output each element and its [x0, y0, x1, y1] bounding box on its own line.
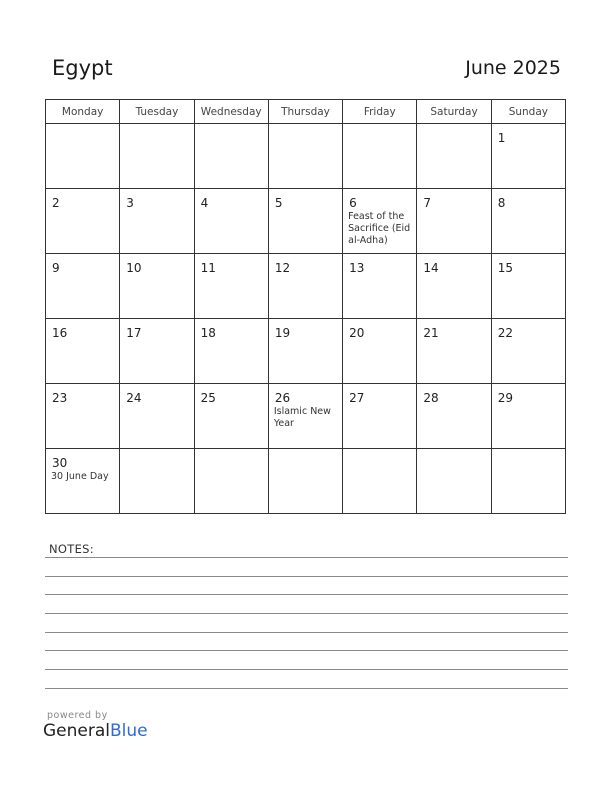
day-cell[interactable] — [268, 384, 342, 449]
day-cell[interactable] — [268, 254, 342, 319]
day-number: 17 — [126, 326, 142, 340]
notes-line — [45, 613, 568, 614]
day-cell[interactable] — [491, 189, 565, 254]
notes-line — [45, 576, 568, 577]
day-cell[interactable] — [491, 449, 565, 514]
day-number: 22 — [497, 326, 513, 340]
day-cell[interactable] — [268, 189, 342, 254]
day-number: 28 — [423, 391, 439, 405]
day-number — [269, 124, 342, 132]
day-number: 30 — [52, 456, 68, 470]
day-number: 6 — [349, 196, 357, 210]
day-cell[interactable] — [343, 254, 417, 319]
month-title: June 2025 — [465, 57, 561, 79]
day-number: 16 — [52, 326, 68, 340]
day-number: 11 — [200, 261, 216, 275]
weekday-sunday: Sunday — [491, 100, 565, 124]
day-cell[interactable] — [46, 124, 120, 189]
day-number — [343, 449, 416, 457]
week-row — [46, 189, 566, 254]
notes-label: NOTES: — [49, 542, 94, 556]
day-number: 10 — [126, 261, 142, 275]
day-number — [46, 124, 119, 132]
weekday-monday: Monday — [46, 100, 120, 124]
day-number — [417, 449, 490, 457]
day-number — [343, 124, 416, 132]
day-cell[interactable] — [417, 319, 491, 384]
day-number: 15 — [497, 261, 513, 275]
weekday-friday: Friday — [343, 100, 417, 124]
day-cell[interactable] — [46, 319, 120, 384]
weekday-saturday: Saturday — [417, 100, 491, 124]
day-cell[interactable] — [194, 124, 268, 189]
weekday-wednesday: Wednesday — [194, 100, 268, 124]
day-cell[interactable] — [343, 124, 417, 189]
day-cell[interactable] — [120, 124, 194, 189]
day-cell[interactable] — [120, 189, 194, 254]
day-cell[interactable] — [343, 189, 417, 254]
day-number: 23 — [52, 391, 68, 405]
day-cell[interactable] — [194, 189, 268, 254]
country-title: Egypt — [52, 56, 113, 80]
notes-line — [45, 688, 568, 689]
day-cell[interactable] — [194, 449, 268, 514]
day-cell[interactable] — [120, 319, 194, 384]
day-number: 26 — [274, 391, 291, 405]
holiday-event: Islamic New Year — [273, 406, 331, 429]
brand-general: General — [43, 721, 110, 741]
day-number: 13 — [349, 261, 365, 275]
calendar-grid — [45, 99, 566, 514]
day-number — [195, 124, 268, 132]
week-row — [46, 449, 566, 514]
week-row — [46, 384, 566, 449]
day-cell[interactable] — [343, 319, 417, 384]
day-cell[interactable] — [343, 449, 417, 514]
notes-line — [45, 650, 568, 651]
day-cell[interactable] — [268, 124, 342, 189]
week-row — [46, 319, 566, 384]
day-number: 18 — [200, 326, 216, 340]
day-number: 4 — [200, 196, 209, 210]
day-cell[interactable] — [46, 254, 120, 319]
day-number: 20 — [349, 326, 365, 340]
day-cell[interactable] — [268, 449, 342, 514]
holiday-event: 30 June Day — [51, 471, 109, 482]
brand-blue: Blue — [110, 721, 148, 741]
weekday-thursday: Thursday — [268, 100, 342, 124]
week-row — [46, 124, 566, 189]
day-number: 1 — [497, 131, 506, 145]
day-cell[interactable] — [120, 384, 194, 449]
day-cell[interactable] — [491, 319, 565, 384]
notes-line — [45, 632, 568, 633]
day-cell[interactable] — [417, 189, 491, 254]
notes-line — [45, 594, 568, 595]
day-cell[interactable] — [194, 254, 268, 319]
day-number — [269, 449, 342, 457]
day-number: 24 — [126, 391, 142, 405]
day-cell[interactable] — [491, 254, 565, 319]
holiday-event: Feast of the Sacrifice (Eid al-Adha) — [348, 211, 411, 246]
day-cell[interactable] — [120, 254, 194, 319]
day-cell[interactable] — [491, 384, 565, 449]
day-cell[interactable] — [343, 384, 417, 449]
day-number: 12 — [274, 261, 291, 275]
week-row — [46, 254, 566, 319]
day-number: 21 — [423, 326, 439, 340]
day-number — [417, 124, 490, 132]
weekday-tuesday: Tuesday — [120, 100, 194, 124]
day-cell[interactable] — [417, 449, 491, 514]
weekday-header-row — [46, 100, 566, 124]
day-cell[interactable] — [46, 384, 120, 449]
day-number: 14 — [423, 261, 439, 275]
day-cell[interactable] — [46, 449, 120, 514]
day-number: 19 — [274, 326, 291, 340]
day-number: 29 — [497, 391, 513, 405]
day-cell[interactable] — [417, 384, 491, 449]
day-number: 8 — [497, 196, 506, 210]
brand-logo[interactable] — [43, 721, 148, 741]
day-number — [120, 124, 193, 132]
day-cell[interactable] — [120, 449, 194, 514]
day-number — [120, 449, 193, 457]
day-cell[interactable] — [491, 124, 565, 189]
day-cell[interactable] — [46, 189, 120, 254]
day-number — [195, 449, 268, 457]
day-number: 27 — [349, 391, 365, 405]
day-number: 7 — [423, 196, 432, 210]
day-cell[interactable] — [417, 254, 491, 319]
day-number: 9 — [52, 261, 60, 275]
day-cell[interactable] — [194, 319, 268, 384]
day-number: 2 — [52, 196, 60, 210]
day-cell[interactable] — [417, 124, 491, 189]
day-cell[interactable] — [268, 319, 342, 384]
day-number: 5 — [274, 196, 283, 210]
day-number — [492, 449, 565, 457]
notes-line — [45, 557, 568, 558]
notes-line — [45, 669, 568, 670]
day-number: 3 — [126, 196, 134, 210]
powered-by-text: powered by — [47, 710, 108, 721]
day-number: 25 — [200, 391, 216, 405]
day-cell[interactable] — [194, 384, 268, 449]
